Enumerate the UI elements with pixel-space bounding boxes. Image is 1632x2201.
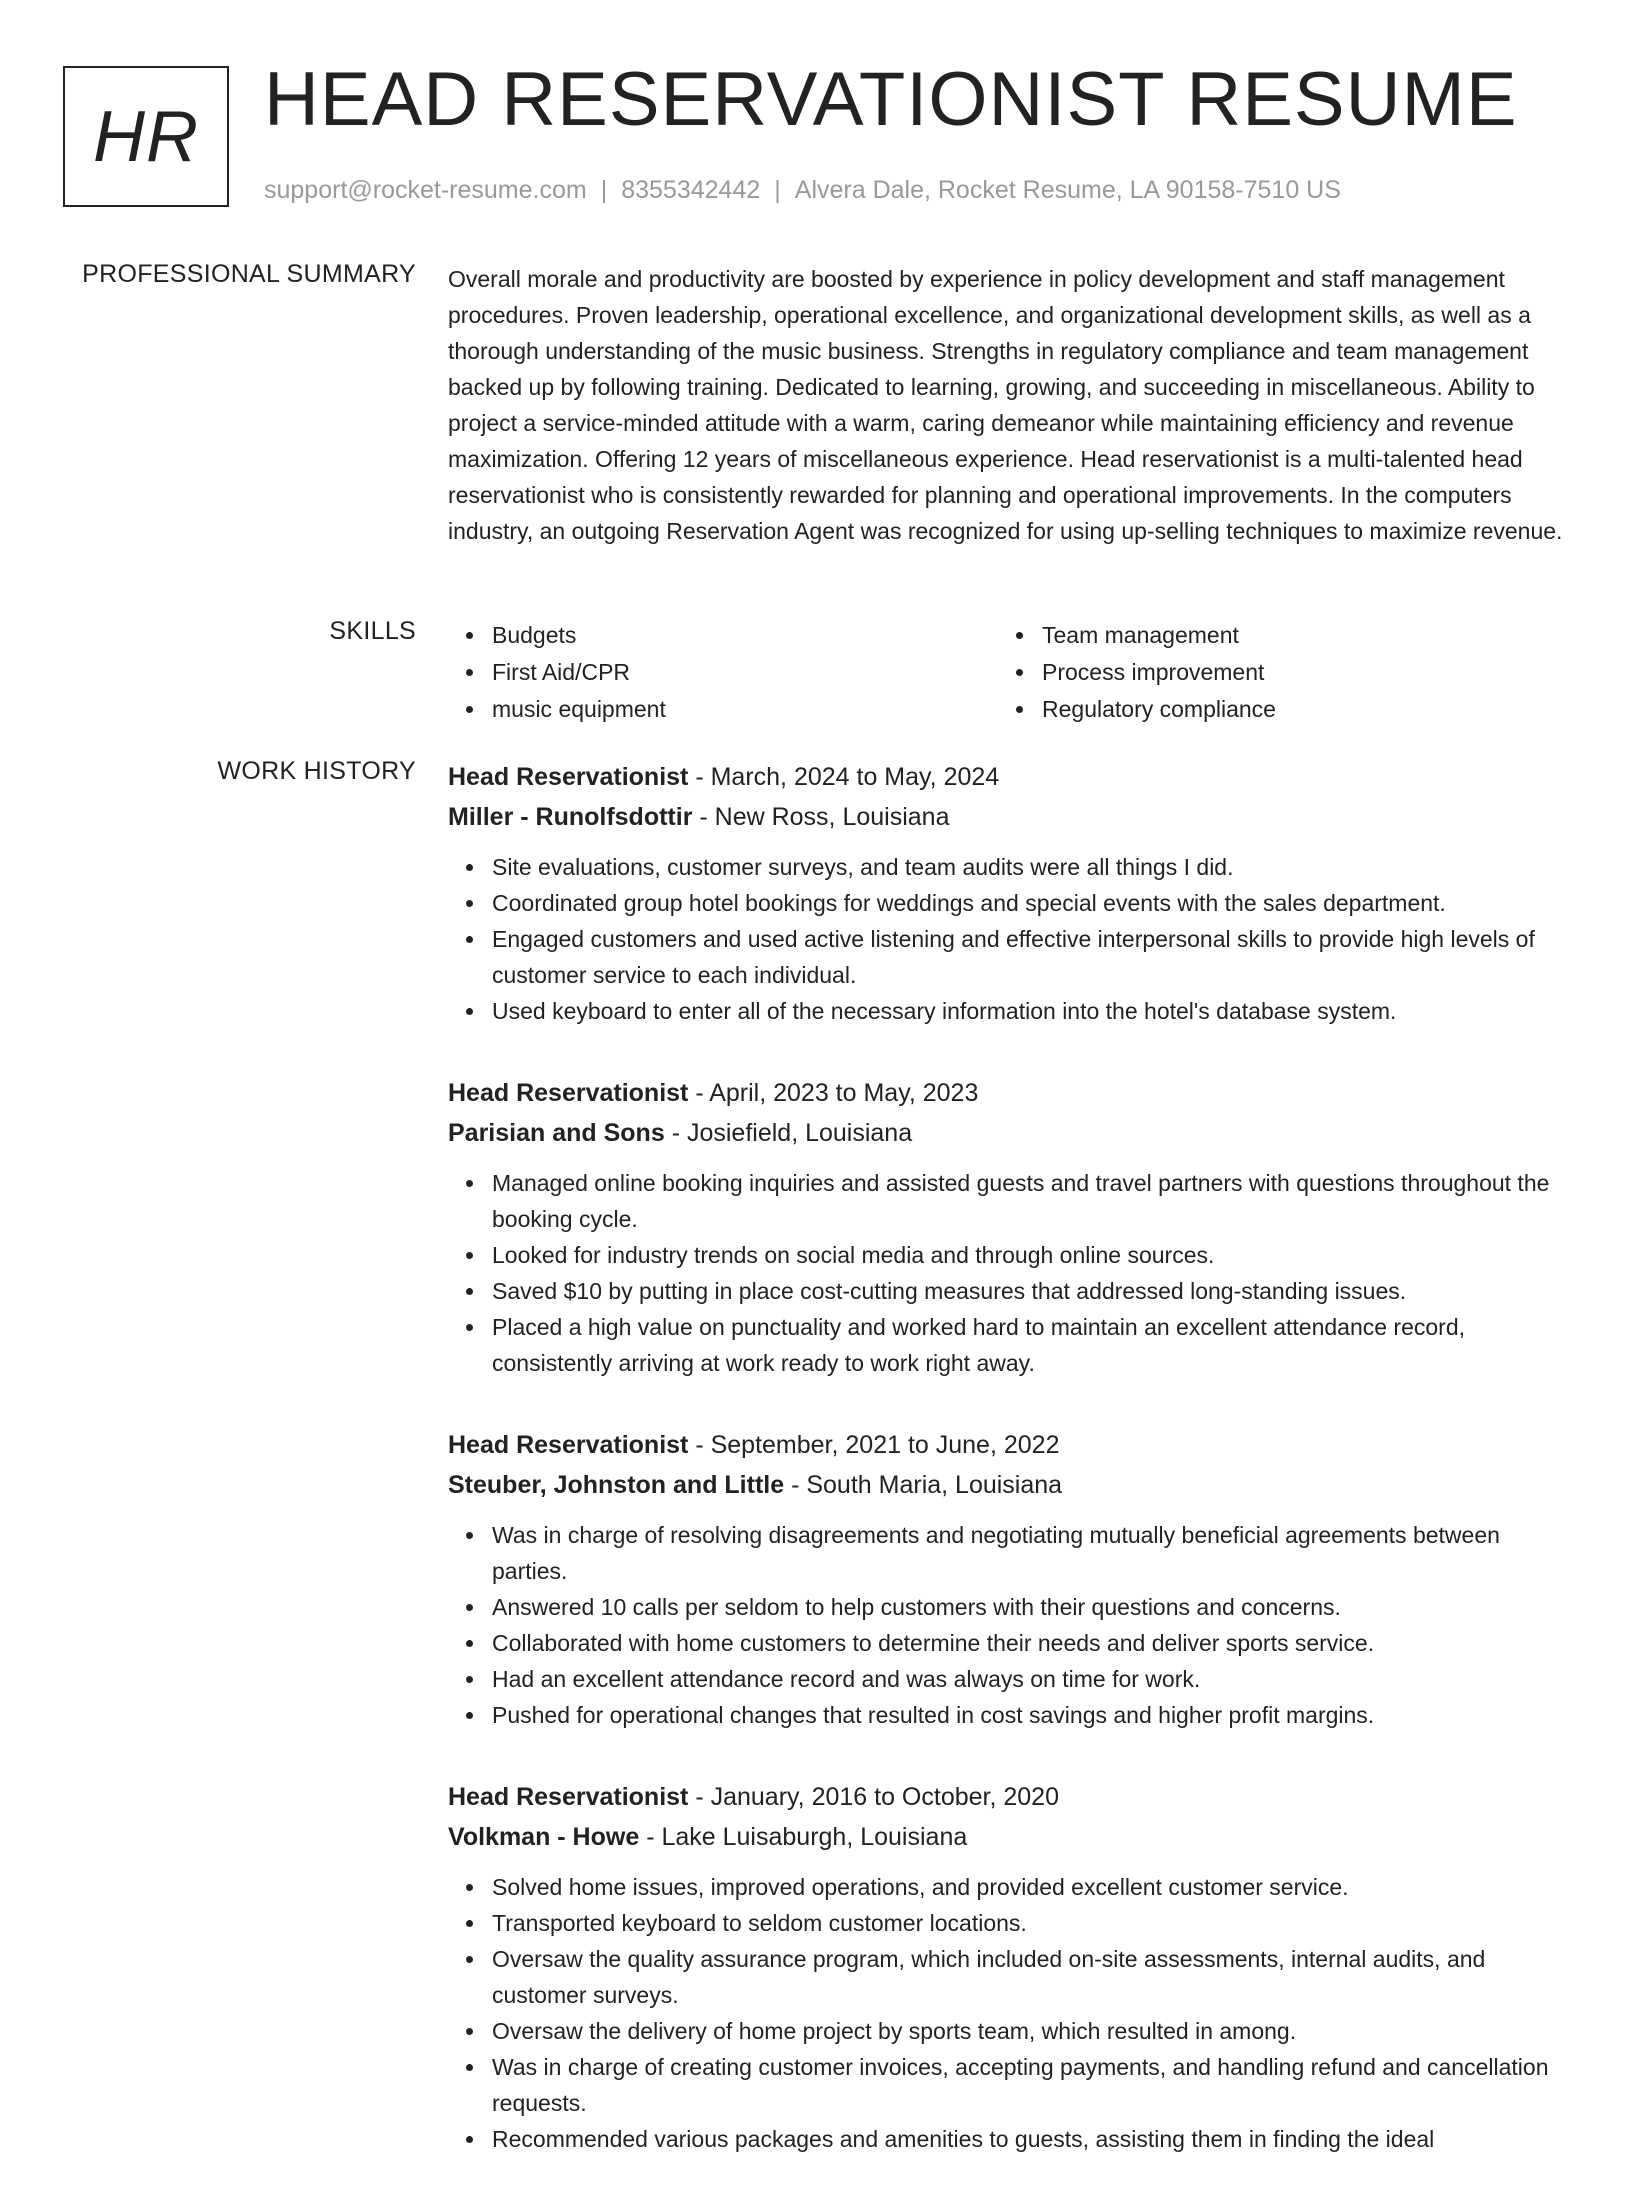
monogram-box [63, 66, 229, 207]
job-title: Head Reservationist [448, 763, 689, 791]
job-title: Head Reservationist [448, 1079, 689, 1107]
skill-item: Process improvement [1042, 654, 1548, 691]
work-history-label: WORK HISTORY [217, 757, 416, 785]
job-location: - New Ross, Louisiana [692, 803, 950, 831]
job-company: Parisian and Sons [448, 1119, 665, 1147]
job-entry [448, 1073, 1572, 1381]
skill-item: Regulatory compliance [1042, 691, 1548, 728]
job-title-line [448, 1425, 1572, 1465]
skills-column-left [448, 617, 998, 728]
job-title-line [448, 757, 1572, 797]
job-location: - South Maria, Louisiana [784, 1471, 1063, 1499]
job-bullet: Used keyboard to enter all of the necessary information into the hotel's database system. [492, 993, 1572, 1029]
job-bullet: Recommended various packages and amenities to guests, assisting them in finding the ideal [492, 2121, 1572, 2157]
job-title: Head Reservationist [448, 1431, 689, 1459]
job-location: - Lake Luisaburgh, Louisiana [639, 1823, 968, 1851]
work-history-body [448, 757, 1572, 2201]
contact-line [264, 176, 1341, 205]
contact-address: Alvera Dale, Rocket Resume, LA 90158-7510 US [794, 176, 1341, 204]
job-bullets [448, 1517, 1572, 1733]
job-company: Steuber, Johnston and Little [448, 1471, 785, 1499]
job-bullets [448, 849, 1572, 1029]
job-bullet: Engaged customers and used active listening and effective interpersonal skills to provide high levels of customer service to each individual. [492, 921, 1572, 993]
job-entry [448, 757, 1572, 1029]
job-bullets [448, 1165, 1572, 1381]
summary-text: Overall morale and productivity are boosted by experience in policy development and staff management procedures. Proven leadership, operational excellence, and organizational development skills, as well as a thorough understanding of the music business. Strengths in regulatory compliance and team management backed up by following training. Dedicated to learning, growing, and succeeding in miscellaneous. Ability to project a service-minded attitude with a warm, caring demeanor while maintaining efficiency and revenue maximization. Offering 12 years of miscellaneous experience. Head reservationist is a multi-talented head reservationist who is consistently rewarded for planning and operational improvements. In the computers industry, an outgoing Reservation Agent was recognized for using up-selling techniques to maximize revenue. [448, 266, 1563, 544]
job-entry [448, 1425, 1572, 1733]
contact-email: support@rocket-resume.com [264, 176, 587, 204]
job-bullet: Collaborated with home customers to determine their needs and deliver sports service. [492, 1625, 1572, 1661]
job-company-line [448, 797, 1572, 837]
job-dates: - March, 2024 to May, 2024 [688, 763, 1000, 791]
job-bullets [448, 1869, 1572, 2157]
job-bullet: Coordinated group hotel bookings for weddings and special events with the sales department. [492, 885, 1572, 921]
job-bullet: Transported keyboard to seldom customer locations. [492, 1905, 1572, 1941]
skill-item: music equipment [492, 691, 998, 728]
skill-item: Budgets [492, 617, 998, 654]
job-company-line [448, 1113, 1572, 1153]
job-bullet: Saved $10 by putting in place cost-cutting measures that addressed long-standing issues. [492, 1273, 1572, 1309]
job-bullet: Placed a high value on punctuality and worked hard to maintain an excellent attendance record, consistently arriving at work ready to work right away. [492, 1309, 1572, 1381]
contact-separator: | [774, 176, 781, 204]
job-title: Head Reservationist [448, 1783, 689, 1811]
job-bullet: Solved home issues, improved operations, and provided excellent customer service. [492, 1869, 1572, 1905]
job-bullet: Pushed for operational changes that resulted in cost savings and higher profit margins. [492, 1697, 1572, 1733]
job-bullet: Oversaw the quality assurance program, which included on-site assessments, internal audits, and customer surveys. [492, 1941, 1572, 2013]
skills-column-right [998, 617, 1548, 728]
job-bullet: Was in charge of creating customer invoices, accepting payments, and handling refund and cancellation requests. [492, 2049, 1572, 2121]
job-bullet: Was in charge of resolving disagreements and negotiating mutually beneficial agreements between parties. [492, 1517, 1572, 1589]
job-bullet: Looked for industry trends on social media and through online sources. [492, 1237, 1572, 1273]
skills-list-left [448, 617, 998, 728]
skills-list-right [998, 617, 1548, 728]
contact-phone: 8355342442 [621, 176, 761, 204]
job-dates: - January, 2016 to October, 2020 [688, 1783, 1059, 1811]
job-bullet: Managed online booking inquiries and assisted guests and travel partners with questions throughout the booking cycle. [492, 1165, 1572, 1237]
job-entry [448, 1777, 1572, 2157]
skills-grid [448, 617, 1572, 728]
job-dates: - April, 2023 to May, 2023 [688, 1079, 979, 1107]
job-company-line [448, 1465, 1572, 1505]
job-bullet: Oversaw the delivery of home project by sports team, which resulted in among. [492, 2013, 1572, 2049]
summary-body [448, 261, 1572, 549]
job-company-line [448, 1817, 1572, 1857]
skill-item: Team management [1042, 617, 1548, 654]
job-location: - Josiefield, Louisiana [664, 1119, 913, 1147]
job-bullet: Had an excellent attendance record and was always on time for work. [492, 1661, 1572, 1697]
job-bullet: Answered 10 calls per seldom to help customers with their questions and concerns. [492, 1589, 1572, 1625]
skills-label: SKILLS [329, 617, 416, 645]
skills-body [448, 617, 1572, 728]
job-title-line [448, 1073, 1572, 1113]
job-company: Volkman - Howe [448, 1823, 640, 1851]
summary-label: PROFESSIONAL SUMMARY [82, 260, 416, 288]
monogram-text: HR [93, 96, 199, 177]
resume-title: HEAD RESERVATIONIST RESUME [264, 57, 1518, 142]
job-bullet: Site evaluations, customer surveys, and team audits were all things I did. [492, 849, 1572, 885]
job-dates: - September, 2021 to June, 2022 [688, 1431, 1060, 1459]
job-title-line [448, 1777, 1572, 1817]
skill-item: First Aid/CPR [492, 654, 998, 691]
job-company: Miller - Runolfsdottir [448, 803, 693, 831]
contact-separator: | [600, 176, 608, 204]
